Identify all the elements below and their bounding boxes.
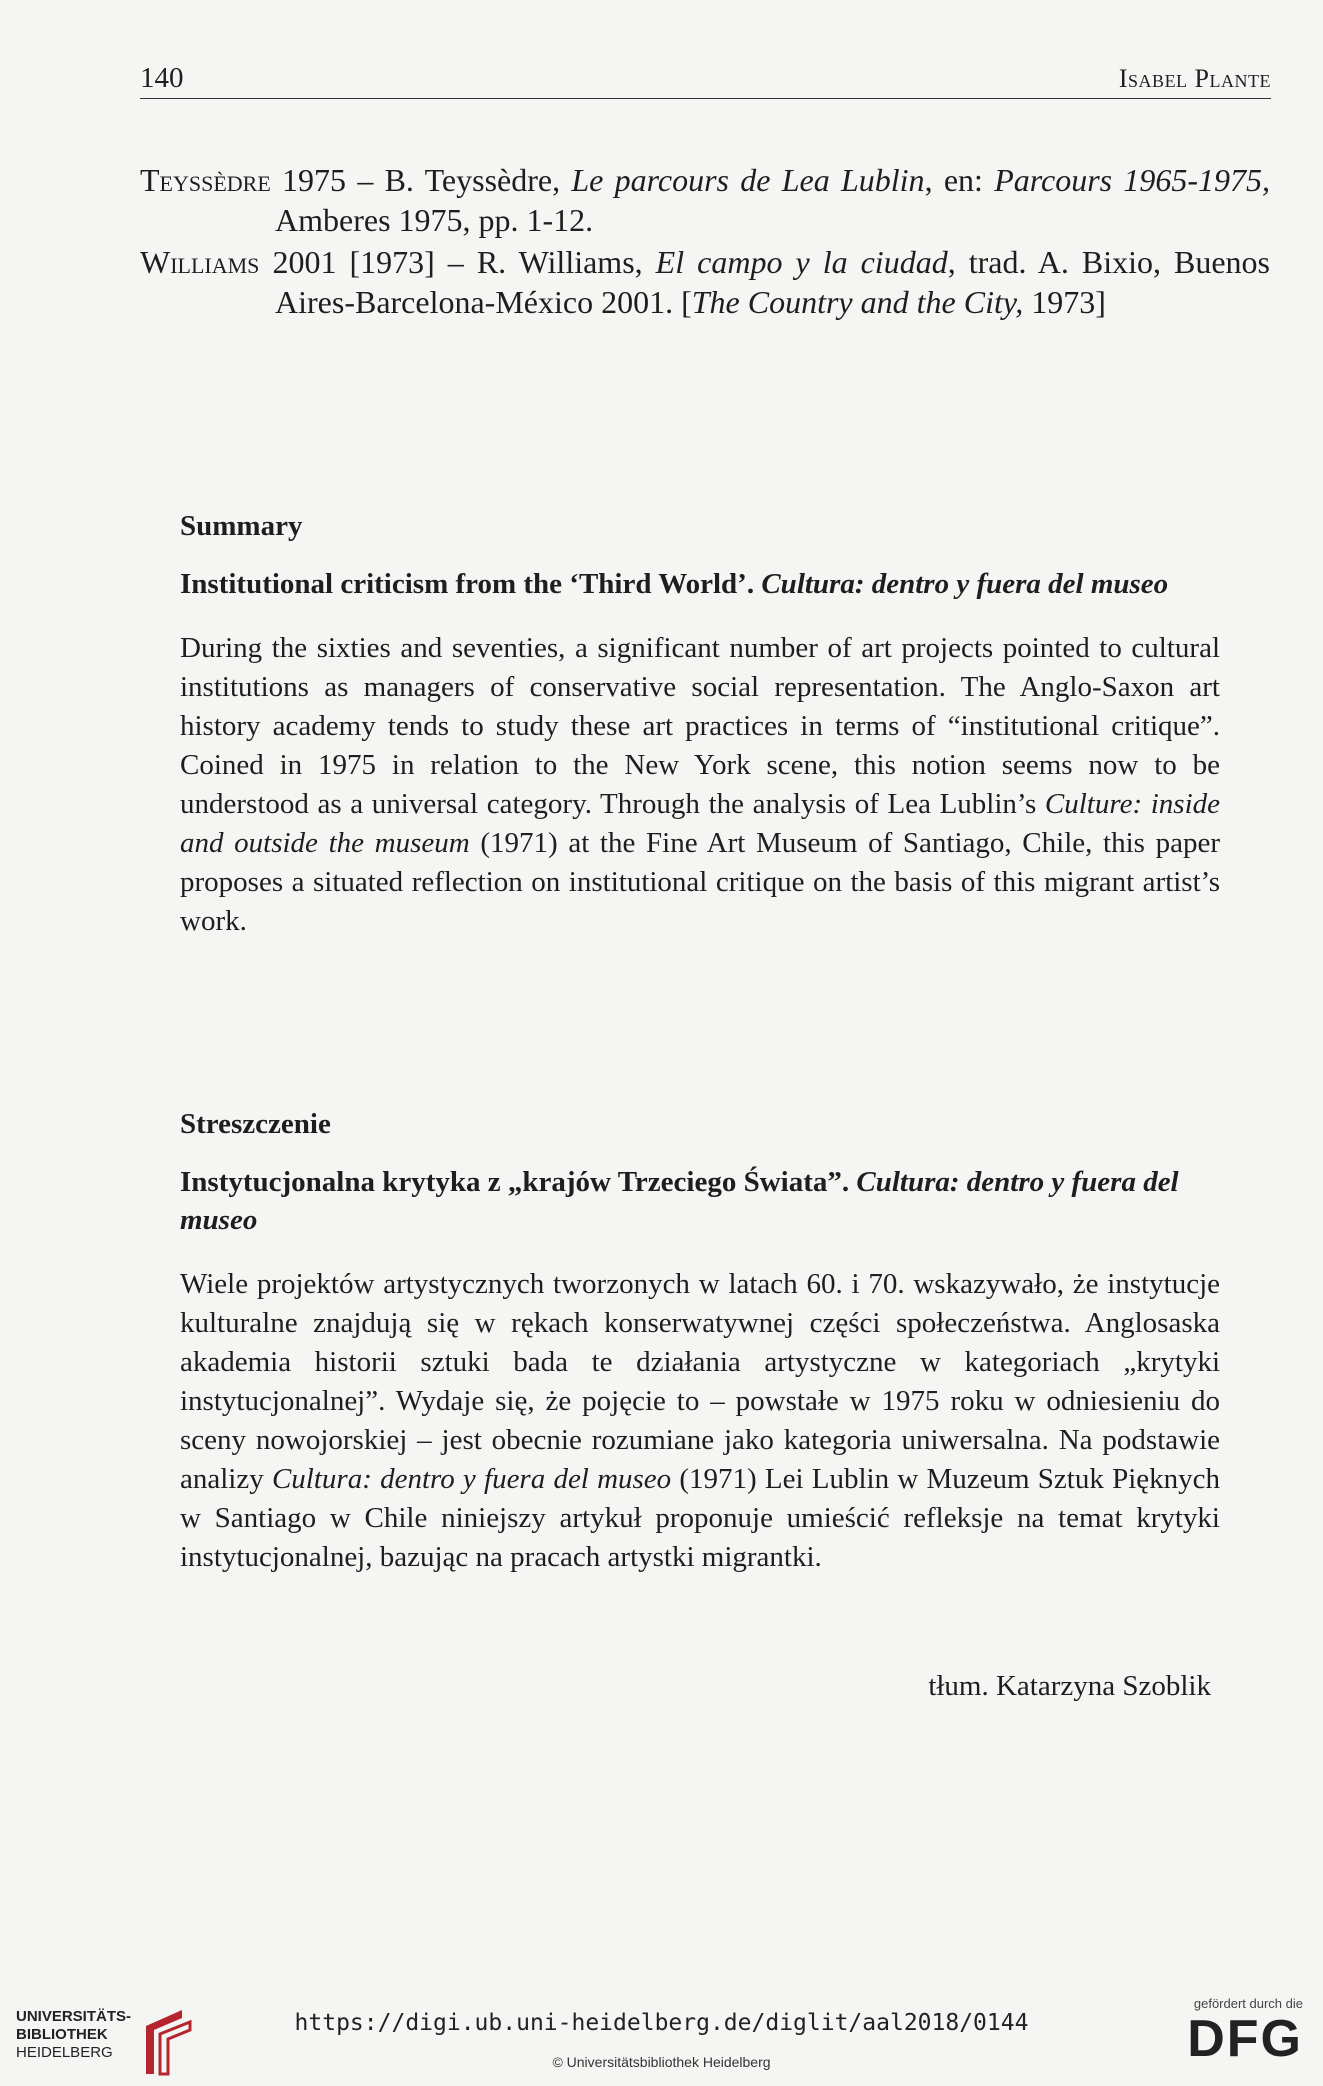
reference-title: El campo y la ciudad (655, 244, 948, 280)
reference-rest: 1973] (1023, 284, 1106, 320)
translator-credit: tłum. Katarzyna Szoblik (928, 1670, 1211, 1702)
streszczenie-text-part: (1971) Lei Lublin w Muzeum Sztuk Pięknych w Santiago w Chile niniejszy artykuł proponuje umieścić refleksje na temat krytyki instytucjonalnej, bazując na pracach artystki migrantki. (180, 1463, 1220, 1573)
streszczenie-title-bold: Instytucjonalna krytyka z „krajów Trzeciego Świata”. (180, 1166, 857, 1198)
running-head (140, 62, 1271, 99)
dfg-logo[interactable] (1153, 1996, 1303, 2076)
reference-entry (140, 242, 1270, 322)
streszczenie-text-part: Wiele projektów artystycznych tworzonych w latach 60. i 70. wskazywało, że instytucje kulturalne znajdują się w rękach konserwatywnej części społeczeństwa. Anglosaska akademia historii sztuki bada te działania artystyczne w kategoriach „krytyki instytucjonalnej”. Wydaje się, że pojęcie to – powstałe w 1975 roku w odniesieniu do sceny nowojorskiej – jest obecnie rozumiane jako kategoria uniwersalna. Na podstawie analizy (180, 1268, 1220, 1495)
streszczenie-title (180, 1163, 1220, 1239)
copyright-notice: © Universitätsbibliothek Heidelberg (552, 2054, 771, 2070)
reference-author: Williams (140, 244, 260, 280)
bibliography (140, 160, 1270, 324)
summary-text-part: During the sixties and seventies, a significant number of art projects pointed to cultural institutions as managers of conservative social representation. The Anglo-Saxon art history academy tends to study these art practices in terms of “institutional critique”. Coined in 1975 in relation to the New York scene, this notion seems now to be understood as a universal category. Through the analysis of Lea Lublin’s (180, 632, 1220, 820)
streszczenie-title-italic: Cultura: dentro y fuera del museo (180, 1166, 1179, 1236)
summary-title-italic: Cultura: dentro y fuera del museo (761, 568, 1169, 600)
summary-section (180, 510, 1220, 941)
footer-bar (0, 1990, 1323, 2086)
streszczenie-text (180, 1265, 1220, 1577)
summary-title (180, 565, 1220, 603)
reference-title: Le parcours de Lea Lublin (571, 162, 925, 198)
reference-middle: , en: (924, 162, 995, 198)
reference-middle: , trad. A. Bixio, Buenos Aires-Barcelona-México 2001. [ (275, 244, 1271, 320)
source-url-link[interactable]: https://digi.ub.uni-heidelberg.de/diglit/aal2018/0144 (294, 2010, 1029, 2036)
summary-title-bold: Institutional criticism from the ‘Third World’. (180, 568, 762, 600)
reference-entry (140, 160, 1270, 240)
logo-line: HEIDELBERG (16, 2044, 113, 2061)
summary-label: Summary (180, 510, 303, 542)
streszczenie-text-italic: Cultura: dentro y fuera del museo (271, 1463, 672, 1495)
reference-year: 2001 [1973] – R. Williams, (259, 244, 656, 280)
dfg-caption: gefördert durch die (1193, 1996, 1303, 2011)
dfg-wordmark: DFG (1187, 2010, 1303, 2068)
reference-source: The Country and the City, (691, 284, 1024, 320)
logo-line: UNIVERSITÄTS- (16, 2008, 132, 2025)
reference-source: Parcours 1965-1975, (994, 162, 1271, 198)
streszczenie-label: Streszczenie (180, 1108, 331, 1140)
summary-text-part: (1971) at the Fine Art Museum of Santiago, Chile, this paper proposes a situated reflection on institutional critique on the basis of this migrant artist’s work. (180, 827, 1220, 937)
logo-line: BIBLIOTHEK (16, 2026, 108, 2043)
summary-text (180, 629, 1220, 941)
reference-year: 1975 – B. Teyssèdre, (270, 162, 572, 198)
summary-text-italic: Culture: inside and outside the museum (180, 788, 1221, 859)
streszczenie-section (180, 1108, 1220, 1577)
running-author: Isabel Plante (1118, 64, 1271, 93)
reference-author: Teyssèdre (140, 162, 271, 198)
page-number: 140 (140, 62, 184, 94)
reference-rest: Amberes 1975, pp. 1-12. (275, 202, 594, 238)
